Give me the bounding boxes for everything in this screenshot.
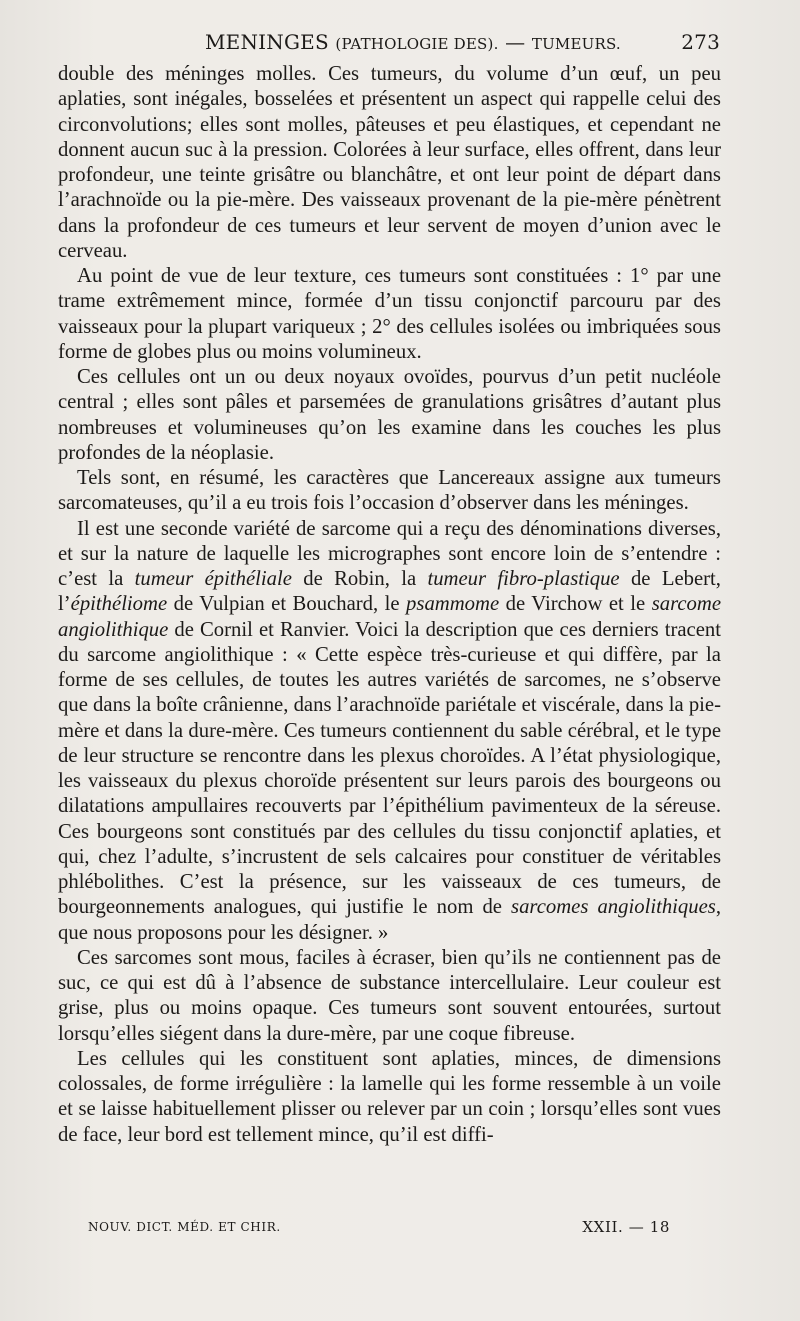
italic-term: épithéliome (70, 593, 168, 616)
paragraph (58, 946, 721, 1047)
paragraph-text: de Virchow et le (499, 593, 652, 616)
paragraph-text: Au point de vue de leur texture, ces tumeurs sont constituées : 1° par une trame extrêmement mince, formée d’un tissu conjonctif parcouru par des vaisseaux pour la plupart variqueux ; 2° des cellules isolées ou imbriquées sous forme de globes plus ou moins volumineux. (58, 265, 721, 363)
header-subtitle: (PATHOLOGIE DES). (335, 35, 499, 53)
italic-term: tumeur épithéliale (134, 568, 292, 590)
footer-volume-sheet: XXII. — 18 (582, 1218, 670, 1236)
header-separator: — (505, 30, 526, 54)
paragraph-text: Les cellules qui les constituent sont aplaties, minces, de dimensions colossales, de forme irrégulière : la lamelle qui les forme ressemble à un voile et se laisse habituellement plisser ou relever par un coin ; lorsqu’elles sont vues de face, leur bord est tellement mince, qu’il est diffi- (58, 1047, 721, 1146)
footer-signature: NOUV. DICT. MÉD. ET CHIR. (88, 1220, 281, 1234)
paragraph-text: , que nous proposons pour les désigner. » (58, 896, 721, 944)
italic-term: sarcome angiolithique (58, 593, 722, 641)
running-head (205, 30, 720, 58)
italic-term: sarcomes angiolithiques (511, 896, 716, 919)
paragraph-text: double des méninges molles. Ces tumeurs, du volume d’un œuf, un peu aplaties, sont inégales, bosselées et présentent un aspect qui rappelle celui des circonvolutions; elles sont molles, pâteuses et peu élastiques, et cependant ne donnent aucun suc à la pression. Colorées à leur surface, elles offrent, dans leur profondeur, une teinte grisâtre ou blanchâtre, et ont leur point de départ dans l’arachnoïde ou la pie-mère. Des vaisseaux provenant de la pie-mère pénètrent dans la profondeur de ces tumeurs et leur servent de moyen d’union avec le cerveau. (58, 63, 721, 262)
paragraph (58, 62, 721, 264)
paragraph-text: de Cornil et Ranvier. Voici la description que ces derniers tracent du sarcome angiolithique : « Cette espèce très-curieuse et qui diffère, par la forme de ses cellules, de toutes les autres variétés de sarcomes, ne s’observe que dans la boîte crânienne, dans l’arachnoïde pariétale et viscérale, dans la pie-mère et dans la dure-mère. Ces tumeurs contiennent du sable cérébral, et le type de leur structure se rencontre dans les plexus choroïdes. A l’état physiologique, les vaisseaux du plexus choroïde présentent sur leurs parois des bourgeons ou dilatations ampullaires recouverts par l’épithélium pavimenteux de la séreuse. Ces bourgeons sont constitués par des cellules du tissu conjonctif aplaties, et qui, chez l’adulte, s’incrustent de sels calcaires pour constituer de véritables phlébolithes. C’est la présence, sur les vaisseaux de ces tumeurs, de bourgeonnements analogues, qui justifie le nom de (58, 618, 721, 919)
header-section: TUMEURS. (531, 35, 621, 53)
paragraph-text: Ces cellules ont un ou deux noyaux ovoïdes, pourvus d’un petit nucléole central ; elles sont pâles et parsemées de granulations grisâtres d’autant plus nombreuses et volumineuses qu’on les examine dans les couches les plus profondes de la néoplasie. (58, 366, 721, 464)
paragraph-text: de Vulpian et Bouchard, le (167, 593, 407, 616)
paragraph (58, 517, 721, 946)
paragraph (58, 466, 721, 517)
paragraph-text: Tels sont, en résumé, les caractères que Lancereaux assigne aux tumeurs sarcomateuses, qu’il a eu trois fois l’occasion d’observer dans les méninges. (58, 467, 721, 515)
paragraph (58, 1047, 721, 1148)
header-title: MENINGES (205, 30, 329, 54)
paragraph (58, 365, 721, 466)
paragraph (58, 264, 721, 365)
running-head-title (205, 30, 621, 54)
paragraph-text: Ces sarcomes sont mous, faciles à écraser, bien qu’ils ne contiennent pas de suc, ce qui est dû à l’absence de substance intercellulaire. Leur couleur est grise, plus ou moins opaque. Ces tumeurs sont souvent entourées, surtout lorsqu’elles siégent dans la dure-mère, par une coque fibreuse. (58, 946, 721, 1045)
paragraph-text: de Lebert, l’ (58, 568, 721, 616)
italic-term: psammome (406, 593, 500, 616)
paragraph-text: Il est une seconde variété de sarcome qui a reçu des dénominations diverses, et sur la nature de laquelle les micrographes sont encore loin de s’entendre : c’est la (58, 517, 721, 590)
page-footer (88, 1220, 670, 1240)
italic-term: tumeur fibro-plastique (427, 568, 620, 590)
page-number: 273 (681, 30, 720, 54)
body-text (58, 62, 721, 1148)
paragraph-text: de Robin, la (291, 568, 428, 590)
